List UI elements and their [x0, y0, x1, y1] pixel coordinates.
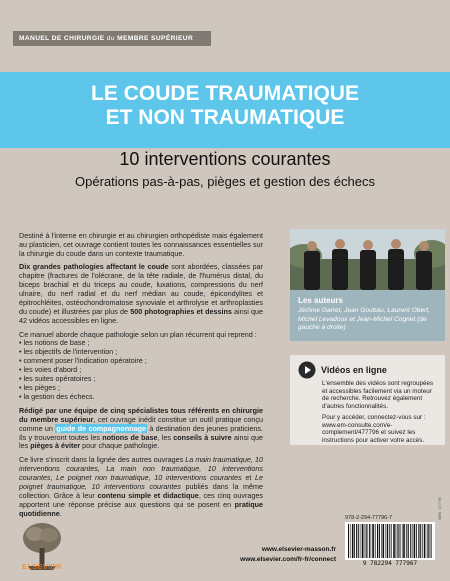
barcode-bar	[356, 524, 357, 558]
list-item: • les suites opératoires ;	[19, 375, 263, 384]
barcode-bar	[375, 524, 376, 558]
barcode-bar	[416, 524, 417, 558]
barcode-bar	[361, 524, 362, 558]
list-item: • les voies d'abord ;	[19, 366, 263, 375]
publisher-name: ELSEVIER	[22, 562, 62, 571]
barcode-bar	[408, 524, 409, 558]
url-elsevier-connect[interactable]: www.elsevier.com/fr-fr/connect	[240, 555, 336, 563]
description-paragraph-2: Dix grandes pathologies affectant le coude sont abordées, classées par chapitre (fractures de l'olécrane, de la tête radiale, de l'humérus distal, du biceps brachial et du triceps au coude, luxations, compressions du nerf ulnaire, du nerf radial et du nerf médian au coude, épicondylites et épitrochléites, ostéochondromatose synoviale et arthrolyse et arthroplasties du coude) et illustrées par plus de 500 photographies et dessins ainsi que 42 vidéos accessibles en ligne.	[19, 262, 263, 326]
authors-names: Jérôme Garret, Jean Goubau, Laurent Obert, Michel Levadoux et Jean-Michel Cognet (de gauche à droite)	[298, 307, 430, 332]
description-paragraph-3: Ce manuel aborde chaque pathologie selon un plan récurrent qui reprend :	[19, 329, 257, 339]
barcode-bar	[371, 524, 372, 558]
barcode-bar	[393, 524, 395, 558]
barcode-bar	[387, 524, 388, 558]
barcode-bar	[427, 524, 428, 558]
barcode-bar	[422, 524, 423, 558]
barcode-bar	[383, 524, 385, 558]
book-title-line-1: LE COUDE TRAUMATIQUE	[91, 82, 359, 105]
barcode-bar	[354, 524, 355, 558]
book-subtitle: 10 interventions courantes	[119, 149, 331, 169]
barcode-bar	[350, 524, 351, 558]
barcode-bar	[379, 524, 380, 558]
barcode-bar	[372, 524, 374, 558]
book-tagline: Opérations pas-à-pas, pièges et gestion des échecs	[75, 174, 375, 189]
barcode-bar	[391, 524, 392, 558]
barcode-bar	[412, 524, 413, 558]
barcode-bar	[397, 524, 398, 558]
publisher-urls	[218, 545, 336, 564]
barcode-bar	[410, 524, 411, 558]
barcode-bar	[406, 524, 407, 558]
barcode-bar	[358, 524, 359, 558]
list-item: • les notions de base ;	[19, 339, 263, 348]
authors-title: Les auteurs	[298, 296, 343, 305]
list-item: • les pièges ;	[19, 384, 263, 393]
barcode-bar	[400, 524, 401, 558]
barcode-bar	[348, 524, 349, 558]
play-icon	[298, 361, 316, 379]
barcode-bar	[418, 524, 419, 558]
authors-box	[290, 290, 445, 341]
barcode-bar	[381, 524, 382, 558]
description-text	[19, 232, 263, 523]
barcode-bar	[377, 524, 378, 558]
barcode-bar	[431, 524, 432, 558]
isbn-text: 978-2-294-77796-7	[345, 515, 393, 521]
barcode-bar	[396, 524, 397, 558]
barcode-bar	[365, 524, 366, 558]
series-banner: MANUEL DE CHIRURGIE du MEMBRE SUPÉRIEUR	[13, 31, 211, 46]
barcode-digits: 9 782294 777967	[362, 560, 418, 567]
barcode-bar	[362, 524, 364, 558]
barcode-bar	[369, 524, 370, 558]
barcode-bar	[403, 524, 405, 558]
description-paragraph-4: Rédigé par une équipe de cinq spécialistes tous référents en chirurgie du membre supérieur, cet ouvrage inédit constitue un outil pratique conçu comme un guide de compagnonnage à destination des jeunes praticiens. Ils y trouveront toutes les notions de base, les conseils à suivre ainsi que les pièges à éviter pour chaque pathologie.	[19, 405, 263, 451]
url-elsevier-masson[interactable]: www.elsevier-masson.fr	[261, 546, 336, 553]
barcode-bar	[414, 524, 416, 558]
authors-photo	[290, 229, 445, 290]
product-code: ISBN : 477796	[438, 497, 442, 520]
barcode-bar	[389, 524, 390, 558]
description-paragraph-1: Destiné à l'interne en chirurgie et au chirurgien orthopédiste mais également au plasticien, cet ouvrage contient toutes les connaissances essentielles sur la chirurgie du coude dans un contexte traumatique.	[19, 231, 263, 258]
barcode-bar	[402, 524, 403, 558]
barcode-bar	[386, 524, 387, 558]
barcode-bar	[428, 524, 429, 558]
barcode	[345, 522, 435, 560]
list-item: • comment poser l'indication opératoire ;	[19, 357, 263, 366]
authors-photo-illustration	[290, 229, 445, 290]
barcode-bar	[366, 524, 367, 558]
online-videos-box	[290, 355, 445, 445]
description-paragraph-5: Ce livre s'inscrit dans la lignée des autres ouvrages La main traumatique, 10 interventions courantes, La main non traumatique, 10 interventions courantes, Le poignet non traumatique, 10 interventions courantes et Le poignet traumatique, 10 interventions courantes publiés dans la même collection. Grâce à leur contenu simple et didactique, ces cinq ouvrages apportent une réponse précise aux questions qui se posent en pratique quotidienne.	[19, 454, 263, 518]
list-item: • la gestion des échecs.	[19, 393, 263, 402]
book-title-line-2: ET NON TRAUMATIQUE	[105, 106, 345, 129]
barcode-bar	[352, 524, 354, 558]
barcode-bar	[420, 524, 421, 558]
plan-list	[19, 339, 263, 402]
online-title: Vidéos en ligne	[321, 365, 387, 375]
online-paragraph-2: Pour y accéder, connectez-vous sur : www.em-consulte.com/e-complement/477796 et suivez les instructions pour activer votre accès.	[322, 413, 426, 444]
list-item: • les objectifs de l'intervention ;	[19, 348, 263, 357]
online-paragraph-1: L'ensemble des vidéos sont regroupées et accessibles facilement via un moteur de recherche. Retrouvez également d'autres fonctionnalités.	[322, 380, 434, 411]
barcode-bar	[424, 524, 426, 558]
